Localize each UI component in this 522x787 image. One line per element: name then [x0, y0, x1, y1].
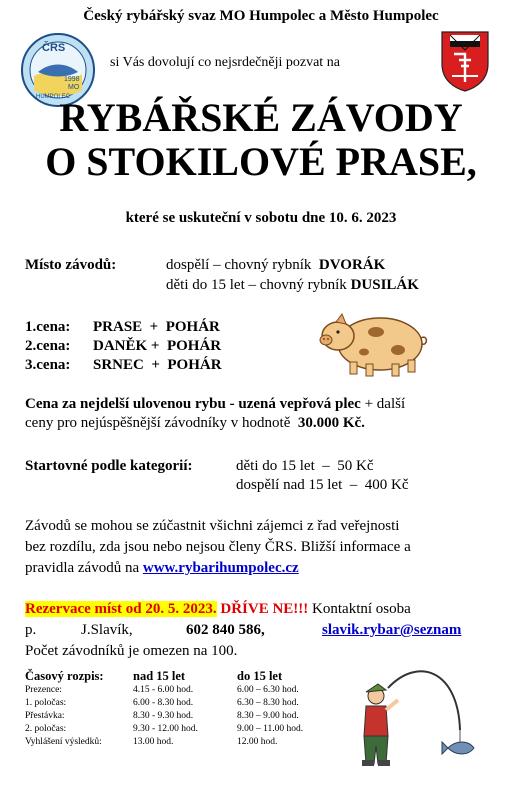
schedule-header: nad 15 let — [133, 669, 186, 683]
venue-label: Místo závodů: — [25, 257, 117, 273]
logo-crs-text: ČRS — [42, 42, 66, 54]
schedule-row — [25, 698, 327, 711]
longest-fish-more: + další — [360, 396, 406, 412]
contact-phone: 602 840 586, — [186, 622, 265, 638]
venue-kids-text: děti do 15 let – chovný rybník — [166, 277, 347, 293]
info-line: pravidla závodů na — [25, 560, 140, 576]
schedule-cell: 6.30 – 8.30 hod. — [237, 698, 299, 708]
schedule-cell: 9.30 - 12.00 hod. — [133, 724, 198, 734]
prize-item: DANĚK + POHÁR — [93, 338, 222, 354]
reservation-block — [25, 599, 505, 662]
longest-fish-text: Cena za nejdelší ulovenou rybu - uzená vepřová plec — [25, 396, 361, 412]
logo-mo-text: MO — [68, 84, 80, 91]
invite-text: si Vás dovolují co nejsrdečněji pozvat na — [110, 55, 340, 70]
schedule-row — [25, 724, 327, 737]
contact-label: Kontaktní osoba — [312, 601, 411, 617]
website-link[interactable]: www.rybarihumpolec.cz — [142, 560, 299, 576]
fisherman-icon — [348, 660, 478, 770]
schedule-header: Časový rozpis: — [25, 669, 104, 683]
prize-item: PRASE + POHÁR — [93, 319, 220, 335]
other-prizes-text: ceny pro nejúspěšnější závodníky v hodnotě — [25, 415, 291, 431]
schedule-cell: 12.00 hod. — [237, 737, 278, 747]
schedule-cell: 2. poločas: — [25, 724, 67, 734]
schedule-cell: 13.00 hod. — [133, 737, 174, 747]
reservation-warning: DŘÍVE NE!!! — [220, 601, 309, 617]
reservation-date: Rezervace míst od 20. 5. 2023. — [25, 601, 217, 617]
info-paragraph — [25, 516, 505, 579]
schedule-table — [25, 669, 327, 750]
schedule-cell: 8.30 - 9.30 hod. — [133, 711, 194, 721]
participant-limit: Počet závodníků je omezen na 100. — [25, 643, 238, 659]
schedule-cell: 6.00 – 6.30 hod. — [237, 685, 299, 695]
prize-row — [25, 356, 222, 375]
fees-label: Startovné podle kategorií: — [25, 458, 193, 474]
venue-adults-pond: DVORÁK — [318, 257, 386, 273]
schedule-cell: Prezence: — [25, 685, 62, 695]
schedule-cell: 8.30 – 9.00 hod. — [237, 711, 299, 721]
fee-adults: dospělí nad 15 let – 400 Kč — [236, 477, 409, 493]
contact-prefix: p. — [25, 622, 37, 638]
prize-rank: 1.cena: — [25, 319, 71, 335]
info-line: Závodů se mohou se zúčastnit všichni zájemci z řad veřejnosti — [25, 518, 400, 534]
logo-humpolec-text: HUMPOLEC — [36, 94, 71, 100]
event-title-line1: RYBÁŘSKÉ ZÁVODY — [59, 95, 463, 140]
humpolec-crest-icon — [440, 30, 490, 92]
info-line: bez rozdílu, zda jsou nebo nejsou členy ČRS. Bližší informace a — [25, 539, 411, 555]
contact-name: J.Slavík, — [81, 622, 133, 638]
organizer-heading: Český rybářský svaz MO Humpolec a Město Humpolec — [83, 8, 439, 24]
venue-kids-pond: DUSILÁK — [350, 277, 419, 293]
event-title-line2: O STOKILOVÉ PRASE, — [45, 139, 477, 184]
schedule-cell: 4.15 - 6.00 hod. — [133, 685, 194, 695]
prize-item: SRNEC + POHÁR — [93, 357, 222, 373]
schedule-cell: Vyhlášení výsledků: — [25, 737, 102, 747]
event-date: které se uskuteční v sobotu dne 10. 6. 2023 — [125, 210, 397, 226]
venue-adults-text: dospělí – chovný rybník — [166, 257, 312, 273]
logo-year-text: 1998 — [64, 76, 80, 83]
longest-fish-prize — [25, 395, 505, 433]
schedule-row — [25, 711, 327, 724]
prize-row — [25, 337, 222, 356]
fee-kids: děti do 15 let – 50 Kč — [236, 458, 374, 474]
venue-kids — [166, 276, 419, 295]
prize-value: 30.000 Kč. — [297, 415, 365, 431]
venue-adults — [166, 256, 385, 275]
schedule-cell: Přestávka: — [25, 711, 65, 721]
schedule-cell: 1. poločas: — [25, 698, 67, 708]
schedule-header: do 15 let — [237, 669, 283, 683]
prizes-list — [25, 318, 222, 375]
schedule-row — [25, 685, 327, 698]
prize-row — [25, 318, 222, 337]
schedule-cell: 9.00 – 11.00 hod. — [237, 724, 304, 734]
prize-rank: 3.cena: — [25, 357, 71, 373]
contact-email-link[interactable]: slavik.rybar@seznam — [322, 622, 462, 638]
schedule-row — [25, 737, 327, 750]
prize-rank: 2.cena: — [25, 338, 71, 354]
pig-icon — [318, 306, 430, 378]
schedule-cell: 6.00 - 8.30 hod. — [133, 698, 194, 708]
